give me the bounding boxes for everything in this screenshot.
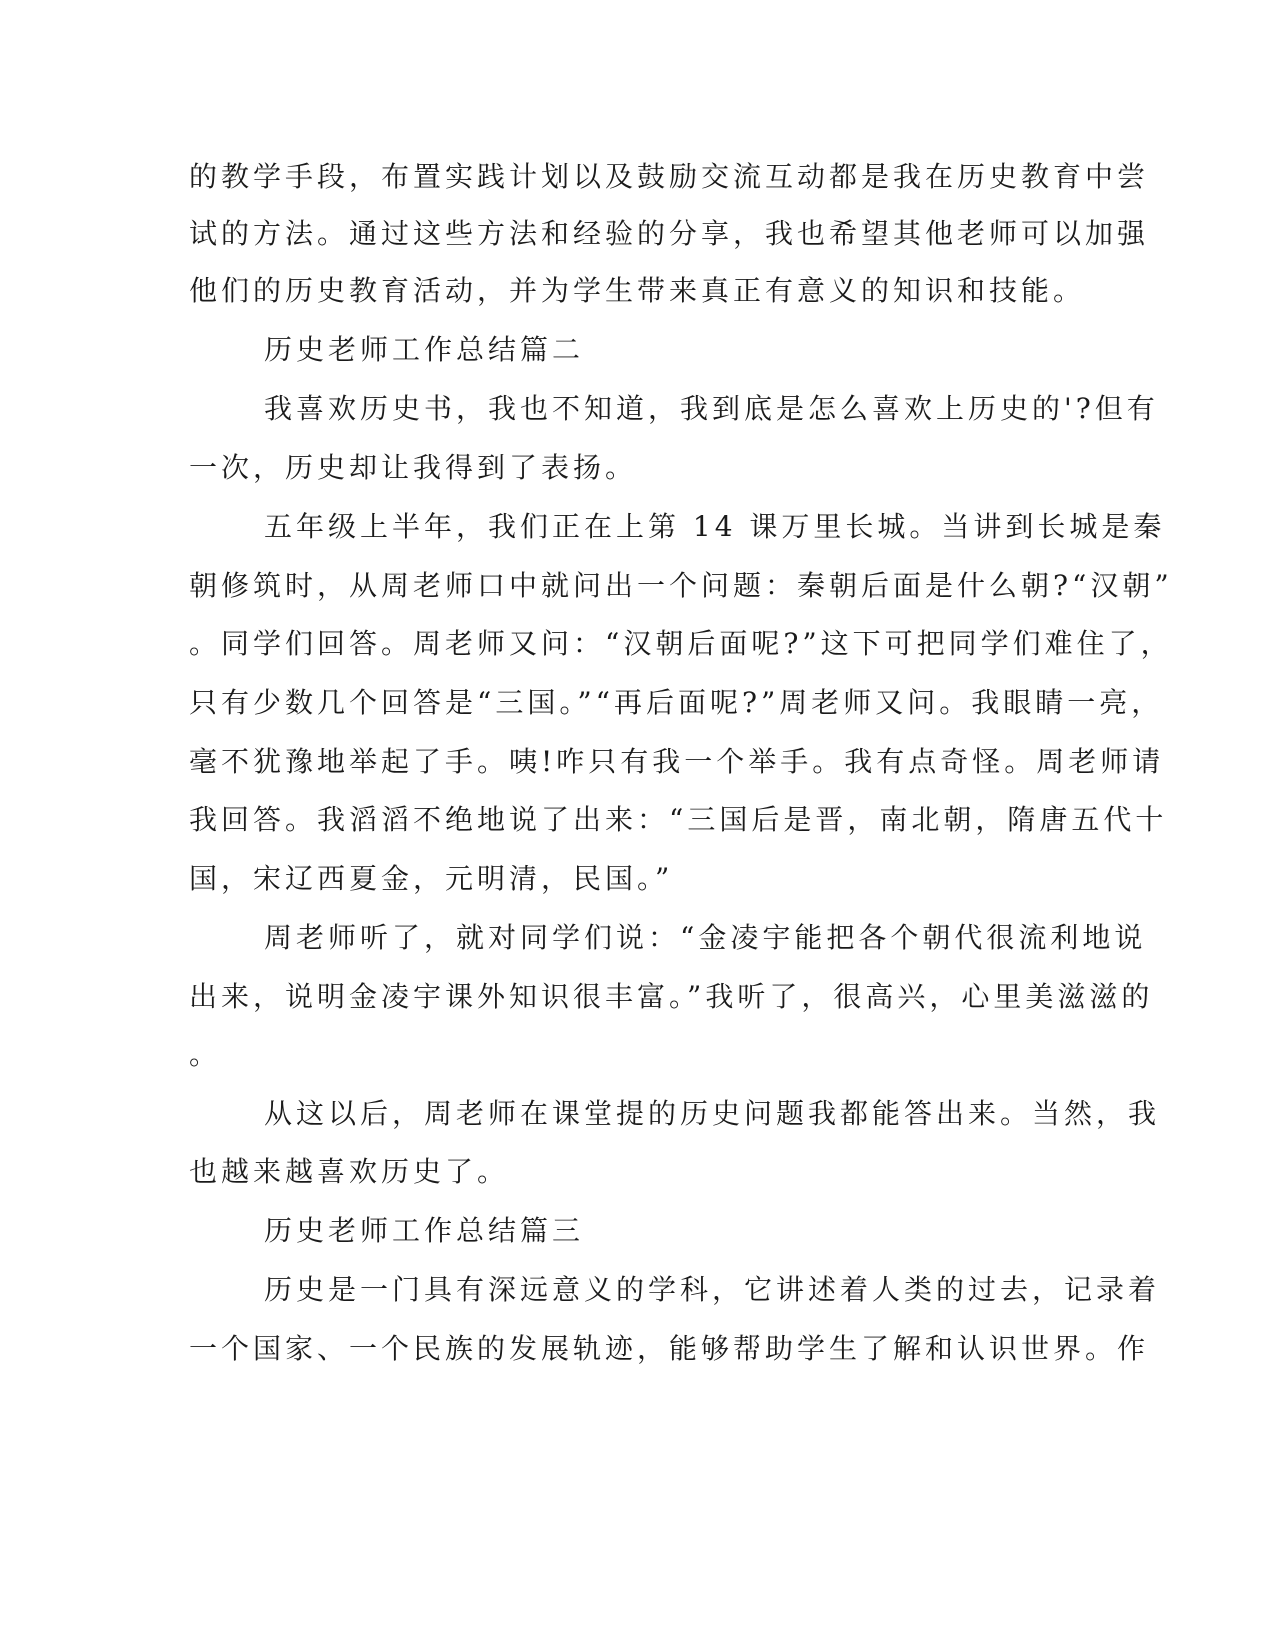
text-line: 周老师听了，就对同学们说：“金凌宇能把各个朝代很流利地说 — [264, 921, 1147, 954]
text-line: 。同学们回答。周老师又问：“汉朝后面呢?”这下可把同学们难住了， — [189, 627, 1173, 660]
section-heading: 历史老师工作总结篇三 — [264, 1214, 585, 1247]
text-line: 他们的历史教育活动，并为学生带来真正有意义的知识和技能。 — [189, 274, 1086, 307]
text-line: 五年级上半年，我们正在上第 14 课万里长城。当讲到长城是秦 — [264, 510, 1166, 543]
text-line: 从这以后，周老师在课堂提的历史问题我都能答出来。当然，我 — [264, 1097, 1161, 1130]
text-line: 朝修筑时，从周老师口中就问出一个问题：秦朝后面是什么朝?“汉朝” — [189, 569, 1173, 602]
text-line: 也越来越喜欢历史了。 — [189, 1155, 510, 1188]
text-line: 出来，说明金凌宇课外知识很丰富。”我听了，很高兴，心里美滋滋的 — [189, 980, 1154, 1013]
text-line: 一次，历史却让我得到了表扬。 — [189, 451, 638, 484]
text-line: 我喜欢历史书，我也不知道，我到底是怎么喜欢上历史的'?但有 — [264, 392, 1159, 425]
text-line: 的教学手段，布置实践计划以及鼓励交流互动都是我在历史教育中尝 — [189, 160, 1150, 193]
text-line: 历史是一门具有深远意义的学科，它讲述着人类的过去，记录着 — [264, 1273, 1161, 1306]
text-line: 我回答。我滔滔不绝地说了出来：“三国后是晋，南北朝，隋唐五代十 — [189, 803, 1168, 836]
text-line: 试的方法。通过这些方法和经验的分享，我也希望其他老师可以加强 — [189, 217, 1150, 250]
text-line: 国，宋辽西夏金，元明清，民国。” — [189, 862, 674, 895]
text-line: 毫不犹豫地举起了手。咦!咋只有我一个举手。我有点奇怪。周老师请 — [189, 745, 1165, 778]
text-line: 一个国家、一个民族的发展轨迹，能够帮助学生了解和认识世界。作 — [189, 1332, 1150, 1365]
text-line: 只有少数几个回答是“三国。”“再后面呢?”周老师又问。我眼睛一亮， — [189, 686, 1164, 719]
section-heading: 历史老师工作总结篇二 — [264, 333, 585, 366]
text-line: 。 — [189, 1038, 222, 1071]
